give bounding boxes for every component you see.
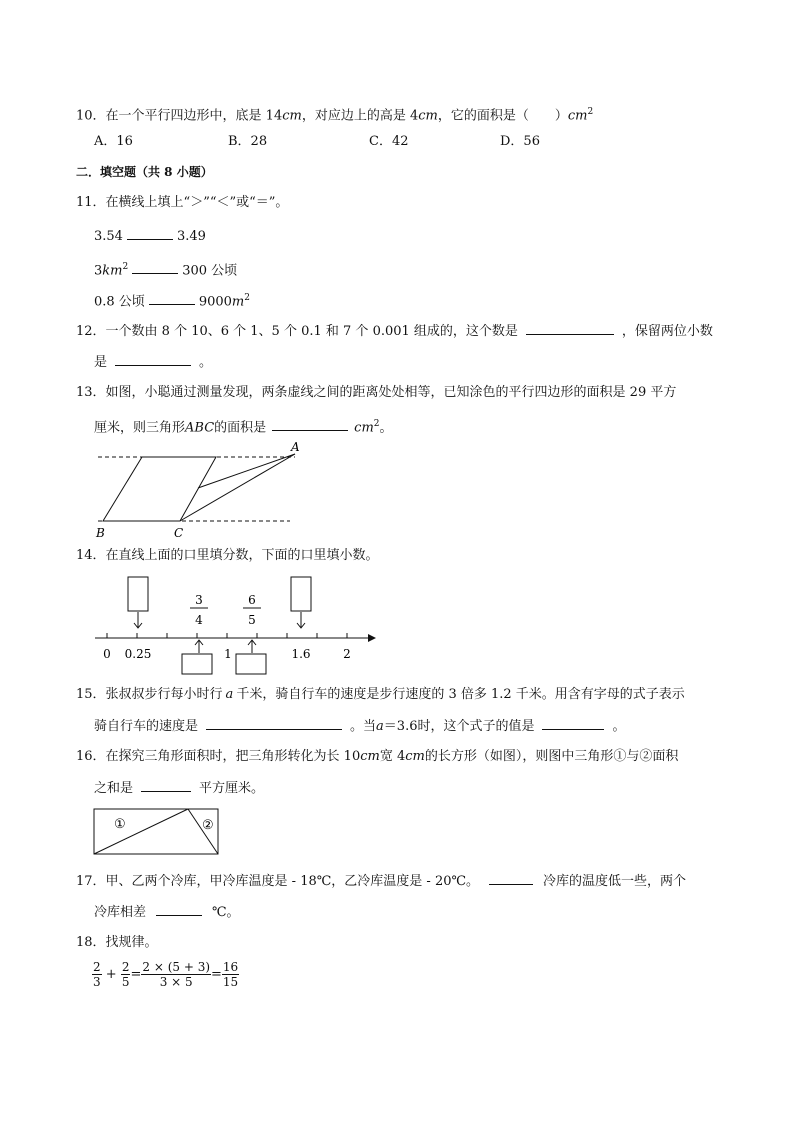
q12-line2: 是 。 xyxy=(94,355,213,370)
q18-frac1: $\frac{2}{3}$ xyxy=(93,960,101,989)
frac2-den: 5 xyxy=(248,613,256,627)
q13-blank[interactable] xyxy=(272,418,348,431)
q18-frac3: $\frac{2 \times (5 + 3)}{3 \times 5}$ xyxy=(142,960,211,989)
answer-box-top-2[interactable] xyxy=(291,577,311,611)
label-c: C xyxy=(174,526,184,540)
axis-ticks xyxy=(107,633,347,638)
q17-line1: 17．甲、乙两个冷库，甲冷库温度是 - 18℃，乙冷库温度是 - 20℃。 冷库的温度低一些，两个 xyxy=(76,874,687,889)
q15-blank1[interactable] xyxy=(206,717,342,730)
answer-box-bottom-1[interactable] xyxy=(182,654,212,674)
q11-row1: 3.54 3.49 xyxy=(94,229,206,244)
frac1-den: 4 xyxy=(195,613,203,627)
q11-row2: $3km^2$ 300 公顷 xyxy=(94,262,238,279)
triangle-label-1: ① xyxy=(114,817,126,832)
q10-option-d[interactable]: D．56 xyxy=(500,134,540,149)
q12-line1: 12．一个数由 8 个 10、6 个 1、5 个 0.1 和 7 个 0.001 组成的，这个数是 ，保留两位小数 xyxy=(76,324,713,339)
q10-option-c[interactable]: C．42 xyxy=(369,134,409,149)
q10-stem: 10．在一个平行四边形中，底是 14cm，对应边上的高是 4cm，它的面积是（ ）$cm^2$ xyxy=(76,107,594,124)
q16-figure xyxy=(92,807,222,857)
q11-row3: 0.8 公顷 $9000m^2$ xyxy=(94,293,250,310)
q15-line1: 15．张叔叔步行每小时行 a 千米，骑自行车的速度是步行速度的 3 倍多 1.2 千米。用含有字母的式子表示 xyxy=(76,687,685,702)
answer-box-bottom-2[interactable] xyxy=(236,654,266,674)
q17-blank2[interactable] xyxy=(156,903,202,916)
tick-label-0: 0 xyxy=(103,647,111,661)
triangle-side-inner xyxy=(198,454,295,488)
tick-label-2: 2 xyxy=(343,647,351,661)
label-a: A xyxy=(291,440,300,454)
q11-blank3[interactable] xyxy=(149,292,195,305)
tick-label-025: 0.25 xyxy=(124,647,152,661)
tick-label-16: 1.6 xyxy=(291,647,311,661)
q15-blank2[interactable] xyxy=(542,717,604,730)
q16-line1: 16．在探究三角形面积时，把三角形转化为长 10cm宽 4cm的长方形（如图），则图中三角形①与②面积 xyxy=(76,749,679,764)
triangle-side-ca xyxy=(180,454,295,521)
triangle-label-2: ② xyxy=(202,818,214,833)
diagonal-1 xyxy=(94,809,188,854)
q18-formula: $\frac{2}{3}$ + $\frac{2}{5}$ = $\frac{2 \times (5 + 3)}{3 \times 5}$ = $\frac{16}{15}$ xyxy=(93,960,239,989)
q14-stem: 14．在直线上面的口里填分数，下面的口里填小数。 xyxy=(76,548,379,563)
frac2-num: 6 xyxy=(248,593,256,607)
q11-stem: 11．在横线上填上“＞”“＜”或“＝”。 xyxy=(76,195,289,210)
label-b: B xyxy=(96,526,105,540)
q13-line1: 13．如图，小聪通过测量发现，两条虚线之间的距离处处相等，已知涂色的平行四边形的面积是 29 平方 xyxy=(76,385,677,400)
q17-line2: 冷库相差 ℃。 xyxy=(94,905,240,920)
frac1-num: 3 xyxy=(195,593,203,607)
answer-box-top-1[interactable] xyxy=(128,577,148,611)
rectangle xyxy=(94,809,218,854)
q10-option-b[interactable]: B．28 xyxy=(228,134,268,149)
q18-stem: 18．找规律。 xyxy=(76,935,158,950)
q18-frac2: $\frac{2}{5}$ xyxy=(121,960,130,989)
q13-figure xyxy=(90,440,310,542)
q14-number-line xyxy=(90,572,380,680)
section-title: 二．填空题（共 8 小题） xyxy=(76,165,213,179)
q12-blank2[interactable] xyxy=(115,353,191,366)
q18-frac4: $\frac{16}{15}$ xyxy=(222,960,239,989)
parallelogram xyxy=(103,457,216,521)
q16-blank[interactable] xyxy=(141,779,191,792)
q13-line2: 厘米，则三角形ABC的面积是 $cm^2$。 xyxy=(94,419,393,436)
q15-line2: 骑自行车的速度是 。当a＝3.6时，这个式子的值是 。 xyxy=(94,719,626,734)
axis-arrowhead xyxy=(368,634,376,642)
q11-blank1[interactable] xyxy=(127,227,173,240)
q16-line2: 之和是 平方厘米。 xyxy=(94,781,265,796)
q10-option-a[interactable]: A．16 xyxy=(94,134,133,149)
tick-label-1: 1 xyxy=(224,647,232,661)
q12-blank1[interactable] xyxy=(526,322,614,335)
q11-blank2[interactable] xyxy=(132,261,178,274)
q17-blank1[interactable] xyxy=(489,872,533,885)
